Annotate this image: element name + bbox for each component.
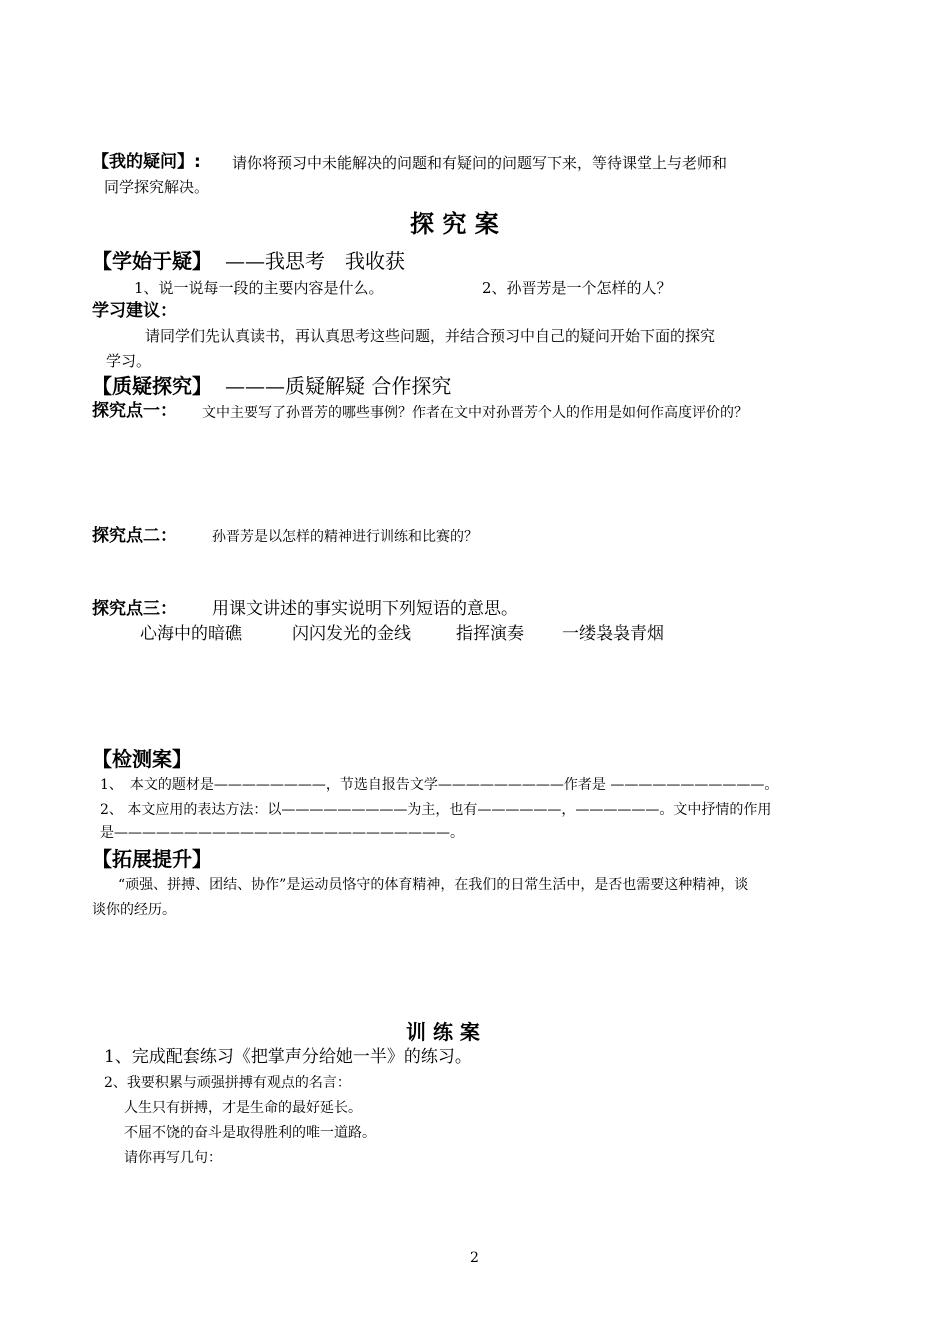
inquiry-point-2-text: 孙晋芳是以怎样的精神进行训练和比赛的？: [212, 529, 478, 545]
test-item-1: 1、 本文的题材是————————，节选自报告文学—————————作者是 ———————————。: [100, 777, 779, 793]
question-inquiry-label: 【质疑探究】: [92, 374, 212, 398]
question-inquiry-subtitle: ———质疑解疑 合作探究: [225, 374, 452, 398]
training-item-2: 2、我要积累与顽强拼搏有观点的名言：: [104, 1075, 351, 1091]
study-suggestion-line1: 请同学们先认真读书，再认真思考这些问题，并结合预习中自己的疑问开始下面的探究: [145, 327, 716, 345]
extension-line2: 谈你的经历。: [92, 902, 176, 918]
test-plan-label: 【检测案】: [92, 747, 192, 771]
phrase-1: 心海中的暗礁: [140, 624, 242, 644]
inquiry-point-1-text: 文中主要写了孙晋芳的哪些事例？作者在文中对孙晋芳个人的作用是如何作高度评价的？: [202, 405, 748, 421]
training-item-1: 1、完成配套练习《把掌声分给她一半》的练习。: [104, 1047, 472, 1067]
question-section-label: 【我的疑问】:: [92, 152, 201, 172]
test-item-2-line2: 是————————————————————————。: [100, 825, 464, 841]
learning-from-doubt-subtitle: ——我思考 我收获: [225, 249, 405, 273]
study-suggestion-line2: 学习。: [106, 352, 152, 370]
quote-2: 不屈不饶的奋斗是取得胜利的唯一道路。: [124, 1125, 376, 1141]
question-1: 1、说一说每一段的主要内容是什么。: [134, 279, 384, 297]
inquiry-point-2-label: 探究点二：: [92, 526, 177, 546]
phrase-4: 一缕袅袅青烟: [562, 624, 664, 644]
phrase-3: 指挥演奏: [456, 624, 524, 644]
write-more-prompt: 请你再写几句：: [124, 1150, 222, 1166]
test-item-2-line1: 2、 本文应用的表达方法：以—————————为主，也有——————，——————。文中抒情的作用: [100, 802, 772, 818]
inquiry-point-3-text: 用课文讲述的事实说明下列短语的意思。: [212, 599, 518, 619]
extension-line1: “顽强、拼搏、团结、协作”是运动员恪守的体育精神，在我们的日常生活中，是否也需要这种精神，谈: [118, 877, 749, 893]
question-instruction-line2: 同学探究解决。: [104, 178, 210, 196]
inquiry-point-3-label: 探究点三：: [92, 599, 177, 619]
learning-from-doubt-label: 【学始于疑】: [92, 249, 212, 273]
phrase-2: 闪闪发光的金线: [292, 624, 411, 644]
study-suggestion-label: 学习建议：: [92, 301, 177, 321]
question-2: 2、孙晋芳是一个怎样的人？: [482, 279, 672, 297]
quote-1: 人生只有拼搏，才是生命的最好延长。: [124, 1100, 362, 1116]
extension-label: 【拓展提升】: [92, 847, 212, 871]
page-number: 2: [470, 1250, 479, 1266]
training-plan-title: 训 练 案: [406, 1020, 480, 1044]
question-instruction-line1: 请你将预习中未能解决的问题和有疑问的问题写下来，等待课堂上与老师和: [232, 154, 728, 172]
inquiry-point-1-label: 探究点一：: [92, 401, 177, 421]
inquiry-plan-title: 探 究 案: [410, 210, 499, 238]
